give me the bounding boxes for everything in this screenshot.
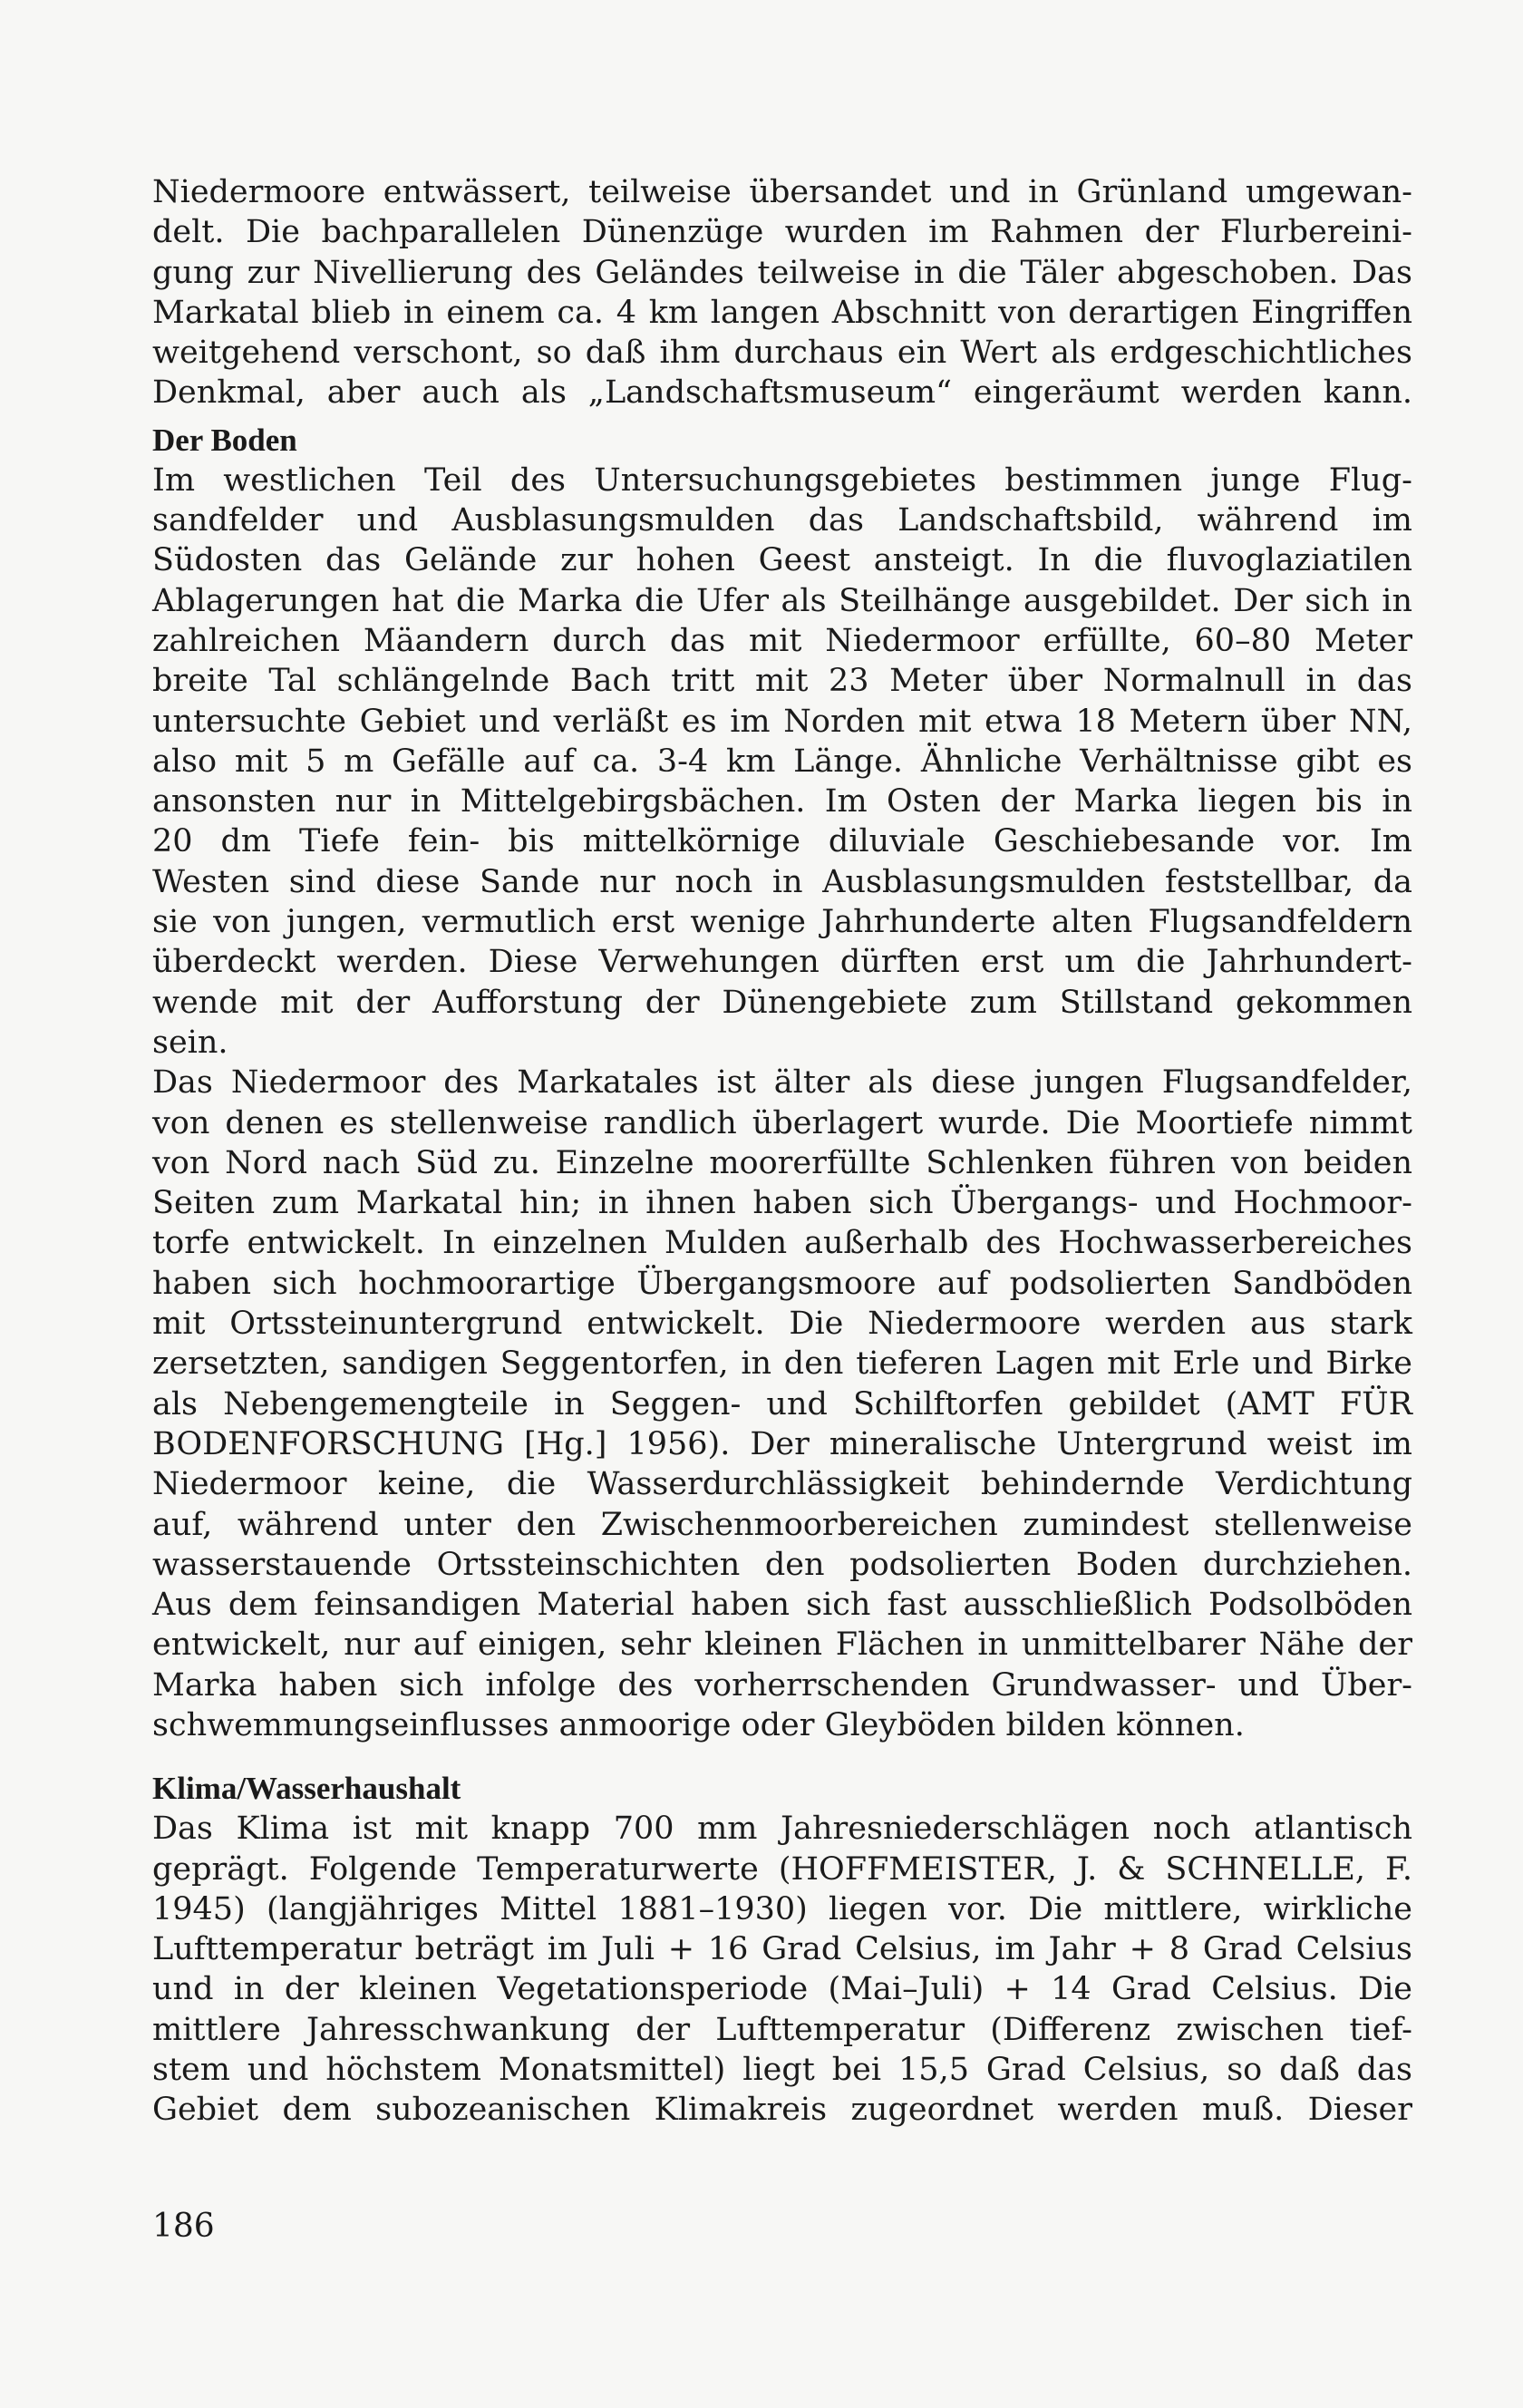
intro-paragraph xyxy=(152,172,1412,413)
text-line: Aus dem feinsandigen Material haben sich fast ausschließlich Podsolböden xyxy=(152,1587,1412,1624)
klima-paragraph-1 xyxy=(152,1809,1412,2130)
text-line: von Nord nach Süd zu. Einzelne moorerfüllte Schlenken führen von beiden xyxy=(152,1144,1412,1181)
text-line: gung zur Nivellierung des Geländes teilweise in die Täler abgeschoben. Das xyxy=(152,254,1412,291)
text-line: Südosten das Gelände zur hohen Geest ansteigt. In die fluvoglaziatilen xyxy=(152,542,1412,579)
text-line: delt. Die bachparallelen Dünenzüge wurden im Rahmen der Flurbereini- xyxy=(152,214,1412,251)
text-line: wende mit der Aufforstung der Dünengebiete zum Stillstand gekommen xyxy=(152,984,1412,1021)
text-line: Im westlichen Teil des Untersuchungsgebietes bestimmen junge Flug- xyxy=(152,461,1412,499)
text-line: mit Ortssteinuntergrund entwickelt. Die Niedermoore werden aus stark xyxy=(152,1306,1412,1343)
text-line: wasserstauende Ortssteinschichten den podsolierten Boden durchziehen. xyxy=(152,1546,1412,1583)
text-line: Seiten zum Markatal hin; in ihnen haben sich Übergangs- und Hochmoor- xyxy=(152,1185,1412,1222)
text-line: stem und höchstem Monatsmittel) liegt bei 15,5 Grad Celsius, so daß das xyxy=(152,2052,1412,2089)
text-line: Niedermoore entwässert, teilweise übersandet und in Grünland umgewan- xyxy=(152,174,1412,210)
text-line: Markatal blieb in einem ca. 4 km langen Abschnitt von derartigen Eingriffen xyxy=(152,294,1412,331)
heading-der-boden: Der Boden xyxy=(152,422,297,458)
text-line: also mit 5 m Gefälle auf ca. 3-4 km Länge. Ähnliche Verhältnisse gibt es xyxy=(152,743,1412,780)
text-line: torfe entwickelt. In einzelnen Mulden außerhalb des Hochwasserbereiches xyxy=(152,1225,1412,1262)
text-line: 1945) (langjähriges Mittel 1881–1930) liegen vor. Die mittlere, wirkliche xyxy=(152,1890,1412,1927)
text-line: und in der kleinen Vegetationsperiode (Mai–Juli) + 14 Grad Celsius. Die xyxy=(152,1971,1412,2008)
text-line: Westen sind diese Sande nur noch in Ausblasungsmulden feststellbar, da xyxy=(152,863,1412,900)
text-line: sein. xyxy=(152,1024,228,1061)
text-line: schwemmungseinflusses anmoorige oder Gleyböden bilden können. xyxy=(152,1706,1245,1743)
heading-klima-wasserhaushalt: Klima/Wasserhaushalt xyxy=(152,1771,461,1807)
text-line: überdeckt werden. Diese Verwehungen dürften erst um die Jahrhundert- xyxy=(152,944,1412,981)
text-line: sandfelder und Ausblasungsmulden das Landschaftsbild, während im xyxy=(152,502,1412,539)
text-line: 20 dm Tiefe fein- bis mittelkörnige diluviale Geschiebesande vor. Im xyxy=(152,823,1412,860)
text-line: haben sich hochmoorartige Übergangsmoore auf podsolierten Sandböden xyxy=(152,1265,1412,1302)
text-line: Niedermoor keine, die Wasserdurchlässigkeit behindernde Verdichtung xyxy=(152,1466,1412,1503)
text-line: Marka haben sich infolge des vorherrschenden Grundwasser- und Über- xyxy=(152,1666,1412,1704)
text-line: Gebiet dem subozeanischen Klimakreis zugeordnet werden muß. Dieser xyxy=(152,2092,1412,2129)
text-line: Das Niedermoor des Markatales ist älter als diese jungen Flugsandfelder, xyxy=(152,1064,1412,1102)
text-line: Ablagerungen hat die Marka die Ufer als Steilhänge ausgebildet. Der sich in xyxy=(152,582,1412,619)
text-line: breite Tal schlängelnde Bach tritt mit 23 Meter über Normalnull in das xyxy=(152,663,1412,700)
text-line: auf, während unter den Zwischenmoorbereichen zumindest stellenweise xyxy=(152,1506,1412,1543)
boden-paragraph-2 xyxy=(152,1063,1412,1745)
page-body xyxy=(152,172,1412,2131)
text-line: mittlere Jahresschwankung der Lufttemperatur (Differenz zwischen tief- xyxy=(152,2011,1412,2048)
text-line: zahlreichen Mäandern durch das mit Niedermoor erfüllte, 60–80 Meter xyxy=(152,622,1412,659)
text-line: sie von jungen, vermutlich erst wenige Jahrhunderte alten Flugsandfeldern xyxy=(152,904,1412,941)
text-line: Denkmal, aber auch als „Landschaftsmuseum“ eingeräumt werden kann. xyxy=(152,374,1412,412)
text-line: Das Klima ist mit knapp 700 mm Jahresniederschlägen noch atlantisch xyxy=(152,1811,1412,1848)
text-line: Lufttemperatur beträgt im Juli + 16 Grad Celsius, im Jahr + 8 Grad Celsius xyxy=(152,1931,1412,1968)
text-line: von denen es stellenweise randlich überlagert wurde. Die Moortiefe nimmt xyxy=(152,1104,1412,1141)
text-line: geprägt. Folgende Temperaturwerte (HOFFMEISTER, J. & SCHNELLE, F. xyxy=(152,1850,1412,1888)
text-line: ansonsten nur in Mittelgebirgsbächen. Im Osten der Marka liegen bis in xyxy=(152,783,1412,820)
text-line: zersetzten, sandigen Seggentorfen, in den tieferen Lagen mit Erle und Birke xyxy=(152,1345,1412,1383)
text-line: BODENFORSCHUNG [Hg.] 1956). Der mineralische Untergrund weist im xyxy=(152,1425,1412,1462)
text-line: weitgehend verschont, so daß ihm durchaus ein Wert als erdgeschichtliches xyxy=(152,335,1412,372)
text-line: untersuchte Gebiet und verläßt es im Norden mit etwa 18 Metern über NN, xyxy=(152,703,1412,740)
boden-paragraph-1 xyxy=(152,461,1412,1063)
page-number: 186 xyxy=(152,2208,215,2245)
text-line: entwickelt, nur auf einigen, sehr kleinen Flächen in unmittelbarer Nähe der xyxy=(152,1626,1412,1664)
text-line: als Nebengemengteile in Seggen- und Schilftorfen gebildet (AMT FÜR xyxy=(152,1385,1412,1422)
